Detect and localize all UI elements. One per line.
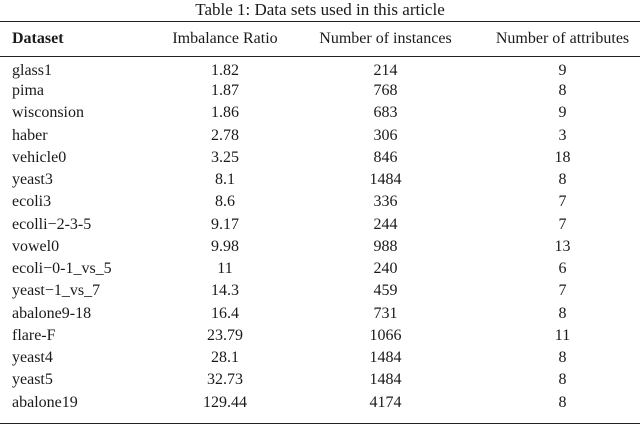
cell-attributes: 6 <box>558 260 567 278</box>
cell-instances: 988 <box>373 237 398 255</box>
header-dataset: Dataset <box>12 30 64 47</box>
cell-imbalance-ratio: 16.4 <box>211 304 239 322</box>
cell-imbalance-ratio: 14.3 <box>211 282 239 300</box>
cell-attributes: 7 <box>558 215 567 233</box>
cell-dataset: abalone19 <box>12 393 78 411</box>
cell-imbalance-ratio: 8.6 <box>215 193 235 211</box>
cell-dataset: yeast3 <box>12 171 53 189</box>
cell-attributes: 11 <box>554 326 571 344</box>
cell-attributes: 8 <box>558 82 567 100</box>
cell-dataset: yeast4 <box>12 349 53 367</box>
cell-instances: 683 <box>373 104 398 122</box>
cell-imbalance-ratio: 129.44 <box>203 393 247 411</box>
cell-attributes: 8 <box>558 304 567 322</box>
cell-instances: 4174 <box>369 393 402 411</box>
cell-dataset: ecoli3 <box>12 193 52 211</box>
cell-instances: 459 <box>373 282 398 300</box>
cell-attributes: 9 <box>558 104 567 122</box>
table-row <box>0 56 640 80</box>
cell-dataset: glass1 <box>12 62 52 79</box>
table-row <box>0 80 640 102</box>
table-body <box>0 56 640 414</box>
cell-imbalance-ratio: 1.87 <box>211 82 239 100</box>
cell-imbalance-ratio: 8.1 <box>215 171 235 189</box>
cell-instances: 846 <box>373 148 398 166</box>
cell-instances: 244 <box>373 215 398 233</box>
cell-imbalance-ratio: 3.25 <box>211 148 239 166</box>
cell-instances: 240 <box>373 260 398 278</box>
cell-instances: 306 <box>373 126 398 144</box>
cell-dataset: haber <box>12 126 48 144</box>
cell-imbalance-ratio: 23.79 <box>207 326 243 344</box>
table-row <box>0 258 640 280</box>
table-row <box>0 392 640 414</box>
cell-dataset: yeast5 <box>12 371 53 389</box>
cell-attributes: 9 <box>558 62 567 79</box>
cell-instances: 1484 <box>369 171 402 189</box>
cell-attributes: 8 <box>558 171 567 189</box>
table-row <box>0 303 640 325</box>
cell-attributes: 8 <box>558 371 567 389</box>
cell-instances: 214 <box>373 62 398 79</box>
cell-imbalance-ratio: 1.82 <box>211 62 239 79</box>
cell-attributes: 8 <box>558 393 567 411</box>
cell-attributes: 7 <box>558 193 567 211</box>
cell-dataset: vehicle0 <box>12 148 67 166</box>
table-row <box>0 125 640 147</box>
table-row <box>0 147 640 169</box>
header-imbalance-ratio: Imbalance Ratio <box>172 30 278 47</box>
cell-imbalance-ratio: 9.98 <box>211 237 239 255</box>
table-row <box>0 236 640 258</box>
cell-attributes: 3 <box>558 126 567 144</box>
table-row <box>0 325 640 347</box>
header-attributes: Number of attributes <box>495 30 630 47</box>
cell-dataset: flare-F <box>12 326 56 344</box>
table-row <box>0 369 640 391</box>
cell-instances: 336 <box>373 193 398 211</box>
cell-imbalance-ratio: 1.86 <box>211 104 239 122</box>
cell-attributes: 8 <box>558 349 567 367</box>
cell-dataset: yeast−1_vs_7 <box>12 282 101 300</box>
table-row <box>0 191 640 213</box>
table-row <box>0 214 640 236</box>
cell-dataset: ecolli−2-3-5 <box>12 215 92 233</box>
cell-instances: 731 <box>373 304 398 322</box>
cell-imbalance-ratio: 9.17 <box>211 215 239 233</box>
cell-imbalance-ratio: 32.73 <box>207 371 243 389</box>
cell-attributes: 13 <box>554 237 571 255</box>
table-row <box>0 169 640 191</box>
cell-dataset: wisconsion <box>12 104 84 122</box>
cell-instances: 1484 <box>369 349 402 367</box>
header-row <box>0 22 640 56</box>
header-instances: Number of instances <box>319 30 452 47</box>
cell-dataset: abalone9-18 <box>12 304 92 322</box>
cell-imbalance-ratio: 28.1 <box>211 349 239 367</box>
cell-attributes: 7 <box>558 282 567 300</box>
cell-instances: 1066 <box>369 326 402 344</box>
table-caption: Table 1: Data sets used in this article <box>195 0 445 19</box>
table-row <box>0 102 640 124</box>
cell-dataset: ecoli−0-1_vs_5 <box>12 260 112 278</box>
cell-dataset: vowel0 <box>12 237 60 255</box>
cell-dataset: pima <box>12 82 44 100</box>
table-row <box>0 280 640 302</box>
cell-attributes: 18 <box>554 148 571 166</box>
cell-instances: 1484 <box>369 371 402 389</box>
bottom-rule <box>0 423 640 424</box>
datasets-table <box>0 22 640 414</box>
table-row <box>0 347 640 369</box>
cell-imbalance-ratio: 11 <box>217 260 233 278</box>
cell-imbalance-ratio: 2.78 <box>211 126 239 144</box>
cell-instances: 768 <box>373 82 398 100</box>
